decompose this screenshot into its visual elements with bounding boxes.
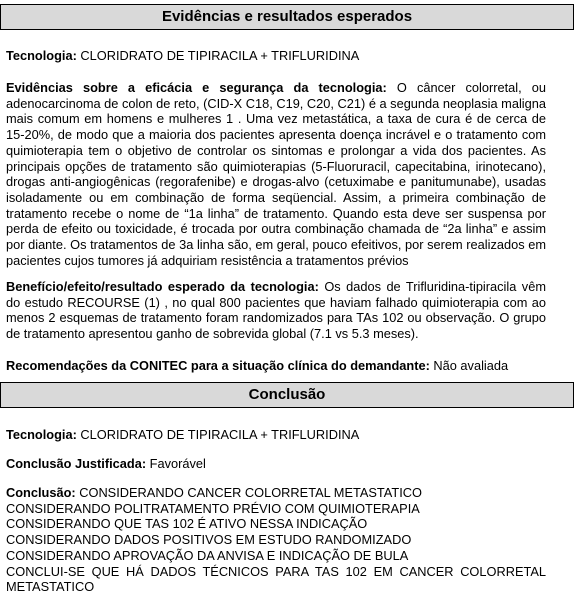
conclusao-line-1: CONSIDERANDO CANCER COLORRETAL METASTATICO <box>79 485 422 500</box>
tecnologia-value: CLORIDRATO DE TIPIRACILA + TRIFLURIDINA <box>80 48 360 63</box>
tecnologia-paragraph <box>6 48 546 64</box>
recomendacoes-label: Recomendações da CONITEC para a situação clínica do demandante: <box>6 358 430 373</box>
beneficio-paragraph <box>6 279 546 342</box>
conclusao-paragraph <box>6 485 546 595</box>
justificada-label: Conclusão Justificada: <box>6 456 147 471</box>
conclusao-line-6: CONCLUI-SE QUE HÁ DADOS TÉCNICOS PARA TAS 102 EM CANCER COLORRETAL METASTATICO <box>6 563 546 595</box>
section-header-conclusao: Conclusão <box>0 382 574 408</box>
recomendacoes-paragraph <box>6 358 546 374</box>
tecnologia-paragraph-2 <box>6 427 546 443</box>
tecnologia-label-2: Tecnologia: <box>6 427 77 442</box>
conclusao-line-5: CONSIDERANDO APROVAÇÃO DA ANVISA E INDICAÇÃO DE BULA <box>6 547 409 563</box>
conclusao-line-3: CONSIDERANDO QUE TAS 102 É ATIVO NESSA INDICAÇÃO <box>6 516 368 532</box>
conclusao-line-4: CONSIDERANDO DADOS POSITIVOS EM ESTUDO RANDOMIZADO <box>6 532 412 548</box>
conclusao-label: Conclusão: <box>6 485 76 500</box>
justificada-value: Favorável <box>149 456 206 471</box>
section-header-evidencias: Evidências e resultados esperados <box>0 4 574 30</box>
evidencias-label: Evidências sobre a eficácia e segurança da tecnologia: <box>6 80 387 95</box>
conclusao-line-2: CONSIDERANDO POLITRATAMENTO PRÉVIO COM QUIMIOTERAPIA <box>6 500 420 516</box>
justificada-paragraph <box>6 456 546 472</box>
tecnologia-value-2: CLORIDRATO DE TIPIRACILA + TRIFLURIDINA <box>80 427 360 442</box>
evidencias-paragraph <box>6 80 546 268</box>
tecnologia-label: Tecnologia: <box>6 48 77 63</box>
recomendacoes-value: Não avaliada <box>433 358 509 373</box>
evidencias-text: O câncer colorretal, ou adenocarcinoma de colon de reto, (CID-X C18, C19, C20, C21) é a segunda neoplasia maligna mais comum em homens e mulheres 1 . Uma vez metastática, a taxa de cura é de cerca de 15-20%, de modo que a maioria dos pacientes apresenta doença incrável e o tratamento com quimioterapia tem o objetivo de controlar os sintomas e prolongar a vida dos pacientes. As principais opções de tratamento são quimioterapias (5-Fluoruracil, capecitabina, irinotecano), drogas anti-angiogênicas (regorafenibe) e drogas-alvo (cetuximabe e panitumunabe), usadas isoladamente ou em combinação de forma seqüencial. Assim, a primeira combinação de tratamento recebe o nome de “1a linha” de tratamento. Quando esta deve ser suspensa por perda de efeito ou toxicidade, é trocada por outra combinação chamada de “2a linha” e assim por diante. Os tratamentos de 3a linha são, em geral, pouco efeitivos, por serem realizados em pacientes cujos tumores já adquiriam resistência a tratamentos prévios <box>6 80 547 268</box>
beneficio-text: Os dados de Trifluridina-tipiracila vêm do estudo RECOURSE (1) , no qual 800 pacientes que haviam falhado quimioterapia com ao menos 2 esquemas de tratamento foram randomizados para TAs 102 ou observação. O grupo de tratamento apresentou ganho de sobrevida global (7.1 vs 5.3 meses). <box>6 279 546 342</box>
beneficio-label: Benefício/efeito/resultado esperado da tecnologia: <box>6 279 319 294</box>
